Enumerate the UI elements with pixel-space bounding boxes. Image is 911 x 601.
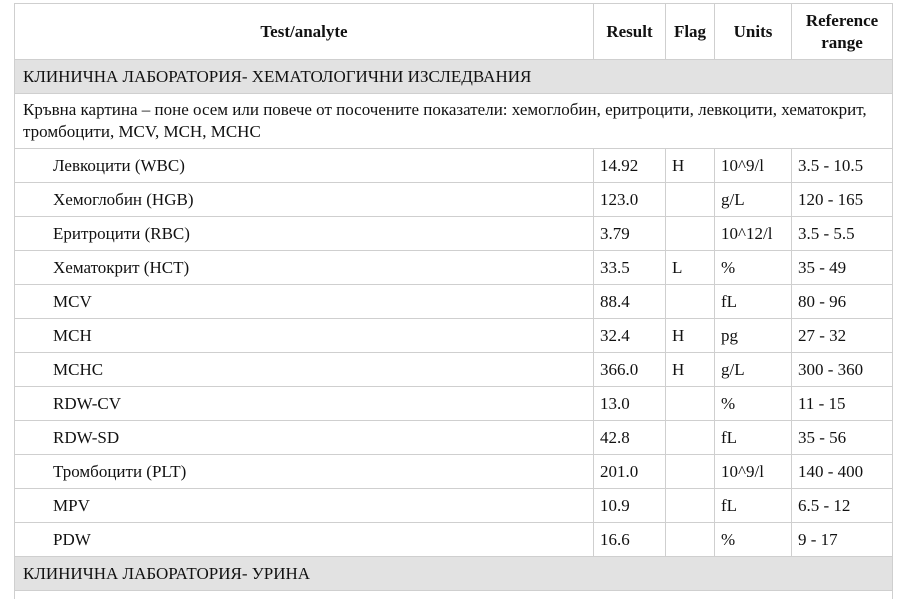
panel-row-blood-count	[15, 94, 893, 149]
table-row	[15, 149, 893, 183]
units-cell: pg	[715, 319, 792, 353]
section-title-hematology: КЛИНИЧНА ЛАБОРАТОРИЯ- ХЕМАТОЛОГИЧНИ ИЗСЛЕДВАНИЯ	[15, 60, 893, 94]
units-cell: %	[715, 387, 792, 421]
table-row	[15, 285, 893, 319]
test-name-cell: MCHC	[15, 353, 594, 387]
units-cell: 10^9/l	[715, 455, 792, 489]
flag-cell	[666, 387, 715, 421]
result-cell: 3.79	[594, 217, 666, 251]
units-cell: fL	[715, 421, 792, 455]
units-cell: g/L	[715, 183, 792, 217]
test-name-cell: MCV	[15, 285, 594, 319]
header-row	[15, 4, 893, 60]
test-name-cell: Хематокрит (HCT)	[15, 251, 594, 285]
header-reference-range: Reference range	[792, 4, 893, 60]
header-test-analyte: Test/analyte	[15, 4, 594, 60]
reference-range-cell: 3.5 - 5.5	[792, 217, 893, 251]
section-row-hematology	[15, 60, 893, 94]
table-row	[15, 421, 893, 455]
table-row	[15, 183, 893, 217]
table-row	[15, 489, 893, 523]
test-name-cell: Еритроцити (RBC)	[15, 217, 594, 251]
flag-cell	[666, 523, 715, 557]
test-name-cell: PDW	[15, 523, 594, 557]
header-units: Units	[715, 4, 792, 60]
reference-range-cell: 3.5 - 10.5	[792, 149, 893, 183]
flag-cell	[666, 183, 715, 217]
partial-cell	[15, 591, 893, 600]
flag-cell	[666, 489, 715, 523]
units-cell: 10^12/l	[715, 217, 792, 251]
units-cell: %	[715, 251, 792, 285]
test-name-cell: RDW-SD	[15, 421, 594, 455]
panel-description: Кръвна картина – поне осем или повече от посочените показатели: хемоглобин, еритроцити, левкоцити, хематокрит, тромбоцити, MCV, MCH, MCHC	[15, 94, 893, 149]
reference-range-cell: 6.5 - 12	[792, 489, 893, 523]
result-cell: 16.6	[594, 523, 666, 557]
table-row	[15, 455, 893, 489]
reference-range-cell: 140 - 400	[792, 455, 893, 489]
reference-range-cell: 120 - 165	[792, 183, 893, 217]
table-row-partial	[15, 591, 893, 600]
table-row	[15, 523, 893, 557]
result-cell: 33.5	[594, 251, 666, 285]
reference-range-cell: 27 - 32	[792, 319, 893, 353]
table-body	[15, 60, 893, 600]
header-flag: Flag	[666, 4, 715, 60]
flag-cell: L	[666, 251, 715, 285]
section-row-urine	[15, 557, 893, 591]
lab-results-table	[14, 3, 893, 599]
table-row	[15, 387, 893, 421]
result-cell: 88.4	[594, 285, 666, 319]
result-cell: 201.0	[594, 455, 666, 489]
result-cell: 366.0	[594, 353, 666, 387]
table-header	[15, 4, 893, 60]
test-name-cell: MCH	[15, 319, 594, 353]
flag-cell	[666, 455, 715, 489]
units-cell: fL	[715, 489, 792, 523]
units-cell: 10^9/l	[715, 149, 792, 183]
table-row	[15, 353, 893, 387]
flag-cell: H	[666, 319, 715, 353]
result-cell: 123.0	[594, 183, 666, 217]
flag-cell	[666, 285, 715, 319]
test-name-cell: Хемоглобин (HGB)	[15, 183, 594, 217]
test-name-cell: MPV	[15, 489, 594, 523]
test-name-cell: Тромбоцити (PLT)	[15, 455, 594, 489]
units-cell: fL	[715, 285, 792, 319]
reference-range-cell: 300 - 360	[792, 353, 893, 387]
header-result: Result	[594, 4, 666, 60]
result-cell: 13.0	[594, 387, 666, 421]
section-title-urine: КЛИНИЧНА ЛАБОРАТОРИЯ- УРИНА	[15, 557, 893, 591]
table-row	[15, 319, 893, 353]
reference-range-cell: 11 - 15	[792, 387, 893, 421]
flag-cell: H	[666, 149, 715, 183]
units-cell: %	[715, 523, 792, 557]
result-cell: 14.92	[594, 149, 666, 183]
result-cell: 32.4	[594, 319, 666, 353]
table-row	[15, 217, 893, 251]
reference-range-cell: 80 - 96	[792, 285, 893, 319]
flag-cell	[666, 421, 715, 455]
result-cell: 10.9	[594, 489, 666, 523]
reference-range-cell: 35 - 49	[792, 251, 893, 285]
table-row	[15, 251, 893, 285]
result-cell: 42.8	[594, 421, 666, 455]
test-name-cell: RDW-CV	[15, 387, 594, 421]
reference-range-cell: 35 - 56	[792, 421, 893, 455]
flag-cell: H	[666, 353, 715, 387]
flag-cell	[666, 217, 715, 251]
units-cell: g/L	[715, 353, 792, 387]
reference-range-cell: 9 - 17	[792, 523, 893, 557]
test-name-cell: Левкоцити (WBC)	[15, 149, 594, 183]
